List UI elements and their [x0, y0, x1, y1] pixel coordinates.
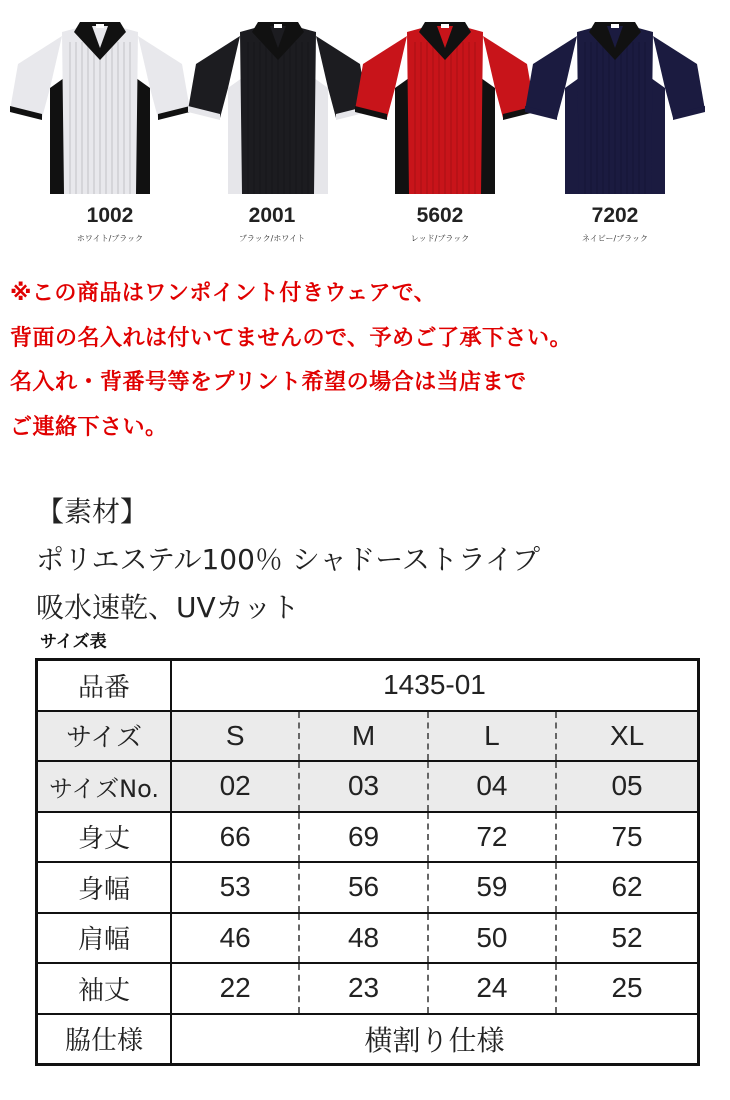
measure-cell: 46 [171, 913, 299, 964]
left-side-panel [228, 78, 242, 194]
table-row [37, 862, 699, 913]
table-row [37, 812, 699, 863]
neck-tag [441, 24, 449, 28]
neck-tag [274, 24, 282, 28]
size-number-header: サイズNo. [37, 761, 172, 812]
measure-cell: 50 [428, 913, 556, 964]
table-row [37, 963, 699, 1014]
notice-line: 名入れ・背番号等をプリント希望の場合は当店まで [10, 370, 527, 395]
measure-cell: 22 [171, 963, 299, 1014]
table-row [37, 660, 699, 711]
measure-cell: 52 [556, 913, 698, 964]
left-side-panel [395, 78, 409, 194]
measure-cell: 53 [171, 862, 299, 913]
color-name: ネイビー/ブラック [581, 234, 649, 243]
side-spec-value: 横割り仕様 [171, 1014, 699, 1065]
size-cell: XL [556, 711, 698, 762]
measure-cell: 48 [299, 913, 427, 964]
size-table-label: サイズ表 [40, 632, 107, 652]
measure-cell: 56 [299, 862, 427, 913]
size-header: サイズ [37, 711, 172, 762]
material-section [36, 488, 540, 632]
left-side-panel [565, 78, 579, 194]
size-cell: M [299, 711, 427, 762]
measure-cell: 59 [428, 862, 556, 913]
color-name: レッド/ブラック [410, 234, 470, 243]
neck-tag [611, 24, 619, 28]
measure-cell: 69 [299, 812, 427, 863]
material-heading: 【素材】 [36, 495, 149, 528]
printing-notice [10, 272, 725, 450]
product-number: 1435-01 [171, 660, 699, 711]
shirt-image [10, 18, 190, 196]
size-number-cell: 02 [171, 761, 299, 812]
neck-tag [96, 24, 104, 28]
size-number-cell: 04 [428, 761, 556, 812]
material-fabric: ポリエステル100％ シャドーストライプ [36, 543, 541, 576]
color-code: 2001 [248, 204, 296, 227]
size-cell: L [428, 711, 556, 762]
side-spec-header: 脇仕様 [37, 1014, 172, 1065]
right-side-panel [314, 78, 328, 194]
right-side-panel [651, 78, 665, 194]
color-name: ブラック/ホワイト [238, 234, 306, 243]
color-code: 7202 [591, 204, 639, 227]
measure-label: 身幅 [37, 862, 172, 913]
notice-line: 背面の名入れは付いてませんので、予めご了承下さい。 [10, 325, 573, 351]
material-features: 吸水速乾、UVカット [36, 591, 300, 624]
measure-cell: 24 [428, 963, 556, 1014]
size-table [35, 658, 700, 1066]
shirt-image [355, 18, 535, 196]
size-cell: S [171, 711, 299, 762]
product-number-header: 品番 [37, 660, 172, 711]
measure-cell: 25 [556, 963, 698, 1014]
table-row [37, 913, 699, 964]
measure-cell: 72 [428, 812, 556, 863]
measure-cell: 75 [556, 812, 698, 863]
notice-line: ご連絡下さい。 [10, 414, 168, 440]
left-side-panel [50, 78, 64, 194]
notice-line: ※この商品はワンポイント付きウェアで、 [10, 281, 437, 306]
measure-cell: 23 [299, 963, 427, 1014]
size-number-cell: 05 [556, 761, 698, 812]
right-side-panel [481, 78, 495, 194]
measure-label: 袖丈 [37, 963, 172, 1014]
color-name: ホワイト/ブラック [76, 234, 144, 243]
measure-label: 肩幅 [37, 913, 172, 964]
measure-label: 身丈 [37, 812, 172, 863]
table-row [37, 711, 699, 762]
table-row [37, 761, 699, 812]
color-code: 5602 [416, 204, 464, 227]
shirt-image [525, 18, 705, 196]
table-row [37, 1014, 699, 1065]
measure-cell: 66 [171, 812, 299, 863]
measure-cell: 62 [556, 862, 698, 913]
color-code: 1002 [86, 204, 134, 227]
shirt-image [188, 18, 368, 196]
size-number-cell: 03 [299, 761, 427, 812]
shirt-color-variants [0, 0, 730, 255]
right-side-panel [136, 78, 150, 194]
